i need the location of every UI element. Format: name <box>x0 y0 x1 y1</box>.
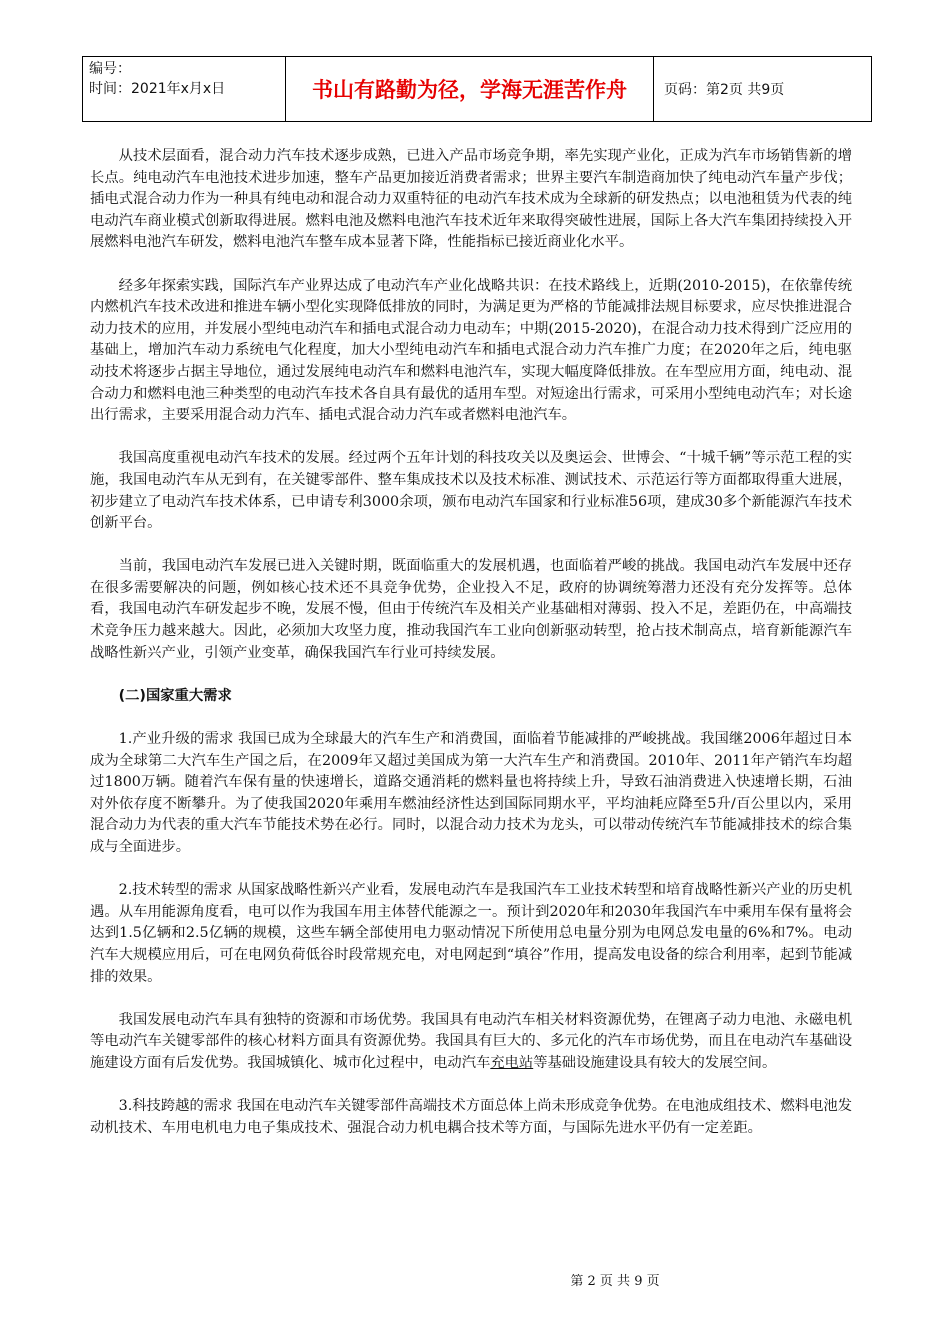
paragraph: 经多年探索实践，国际汽车产业界达成了电动汽车产业化战略共识：在技术路线上，近期(2010-2015)，在依靠传统内燃机汽车技术改进和推进车辆小型化实现降低排放的同时，为满足更为严格的节能减排法规目标要求，应尽快推进混合动力技术的应用，并发展小型纯电动汽车和插电式混合动力电动车；中期(2015-2020)，在混合动力技术得到广泛应用的基础上，增加汽车动力系统电气化程度，加大小型纯电动汽车和插电式混合动力汽车推广力度；在2020年之后，纯电驱动技术将逐步占据主导地位，通过发展纯电动汽车和燃料电池汽车，实现大幅度降低排放。在车型应用方面，纯电动、混合动力和燃料电池三种类型的电动汽车技术各自具有最优的适用车型。对短途出行需求，可采用小型纯电动汽车；对长途出行需求，主要采用混合动力汽车、插电式混合动力汽车或者燃料电池汽车。 <box>90 277 852 424</box>
charging-station-link[interactable]: 充电站 <box>490 1054 534 1071</box>
section-heading: (二)国家重大需求 <box>118 687 232 704</box>
paragraph: 3.科技跨越的需求 我国在电动汽车关键零部件高端技术方面总体上尚未形成竞争优势。在电池成组技术、燃料电池发动机技术、车用电机电力电子集成技术、强混合动力机电耦合技术等方面，与国际先进水平仍有一定差距。 <box>90 1098 852 1136</box>
paragraph-text: 我国发展电动汽车具有独特的资源和市场优势。我国具有电动汽车相关材料资源优势，在锂离子动力电池、永磁电机等电动汽车关键零部件的核心材料方面具有资源优势。我国具有巨大的、多元化的汽车市场优势，而且在电动汽车基础设施建设方面有后发优势。我国城镇化、城市化过程中，电动汽车 <box>90 1011 852 1071</box>
header-motto: 书山有路勤为径，学海无涯苦作舟 <box>286 57 654 121</box>
paragraph: 从技术层面看，混合动力汽车技术逐步成熟，已进入产品市场竞争期，率先实现产业化，正成为汽车市场销售新的增长点。纯电动汽车电池技术进步加速，整车产品更加接近消费者需求；世界主要汽车制造商加快了纯电动汽车量产步伐；插电式混合动力作为一种具有纯电动和混合动力双重特征的电动汽车技术成为全球新的研发热点；以电池租赁为代表的纯电动汽车商业模式创新取得进展。燃料电池及燃料电池汽车技术近年来取得突破性进展，国际上各大汽车集团持续投入开展燃料电池汽车研发，燃料电池汽车整车成本显著下降，性能指标已接近商业化水平。 <box>90 148 852 251</box>
paragraph: 2.技术转型的需求 从国家战略性新兴产业看，发展电动汽车是我国汽车工业技术转型和培育战略性新兴产业的历史机遇。从车用能源角度看，电可以作为我国车用主体替代能源之一。预计到2020年和2030年我国汽车中乘用车保有量将会达到1.5亿辆和2.5亿辆的规模，这些车辆全部使用电力驱动情况下所使用总电量分别为电网总发电量的6%和7%。电动汽车大规模应用后，可在电网负荷低谷时段常规充电，对电网起到“填谷”作用，提高发电设备的综合利用率，起到节能减排的效果。 <box>90 882 852 985</box>
paragraph: 1.产业升级的需求 我国已成为全球最大的汽车生产和消费国，面临着节能减排的严峻挑战。我国继2006年超过日本成为全球第二大汽车生产国之后，在2009年又超过美国成为第一大汽车生产和消费国。2010年、2011年产销汽车均超过1800万辆。随着汽车保有量的快速增长，道路交通消耗的燃料量也将持续上升，导致石油消费进入快速增长期，石油对外依存度不断攀升。为了使我国2020年乘用车燃油经济性达到国际同期水平，平均油耗应降至5升/百公里以内，采用混合动力为代表的重大汽车节能技术势在必行。同时，以混合动力技术为龙头，可以带动传统汽车节能减排技术的综合集成与全面进步。 <box>90 731 852 855</box>
paragraph: 我国高度重视电动汽车技术的发展。经过两个五年计划的科技攻关以及奥运会、世博会、“十城千辆”等示范工程的实施，我国电动汽车从无到有，在关键零部件、整车集成技术以及技术标准、测试技术、示范运行等方面都取得重大进展，初步建立了电动汽车技术体系，已申请专利3000余项，颁布电动汽车国家和行业标准56项，建成30多个新能源汽车技术创新平台。 <box>90 450 852 532</box>
page-footer: 第 2 页 共 9 页 <box>570 1274 660 1289</box>
number-label: 编号： <box>89 61 131 77</box>
header-page-info: 页码：第2页 共9页 <box>664 82 785 98</box>
paragraph: 当前，我国电动汽车发展已进入关键时期，既面临重大的发展机遇，也面临着严峻的挑战。我国电动汽车发展中还存在很多需要解决的问题，例如核心技术还不具竞争优势，企业投入不足，政府的协调统筹潜力还没有充分发挥等。总体看，我国电动汽车研发起步不晚，发展不慢，但由于传统汽车及相关产业基础相对薄弱、投入不足，差距仍在，中高端技术竞争压力越来越大。因此，必须加大攻坚力度，推动我国汽车工业向创新驱动转型，抢占技术制高点，培育新能源汽车战略性新兴产业，引领产业变革，确保我国汽车行业可持续发展。 <box>90 558 852 661</box>
time-label: 时间：2021年x月x日 <box>89 81 226 97</box>
paragraph-text: 等基础设施建设具有较大的发展空间。 <box>533 1054 777 1071</box>
page-header <box>82 56 872 122</box>
paragraph <box>90 1010 852 1075</box>
document-body <box>90 146 852 1161</box>
header-meta <box>83 57 286 121</box>
